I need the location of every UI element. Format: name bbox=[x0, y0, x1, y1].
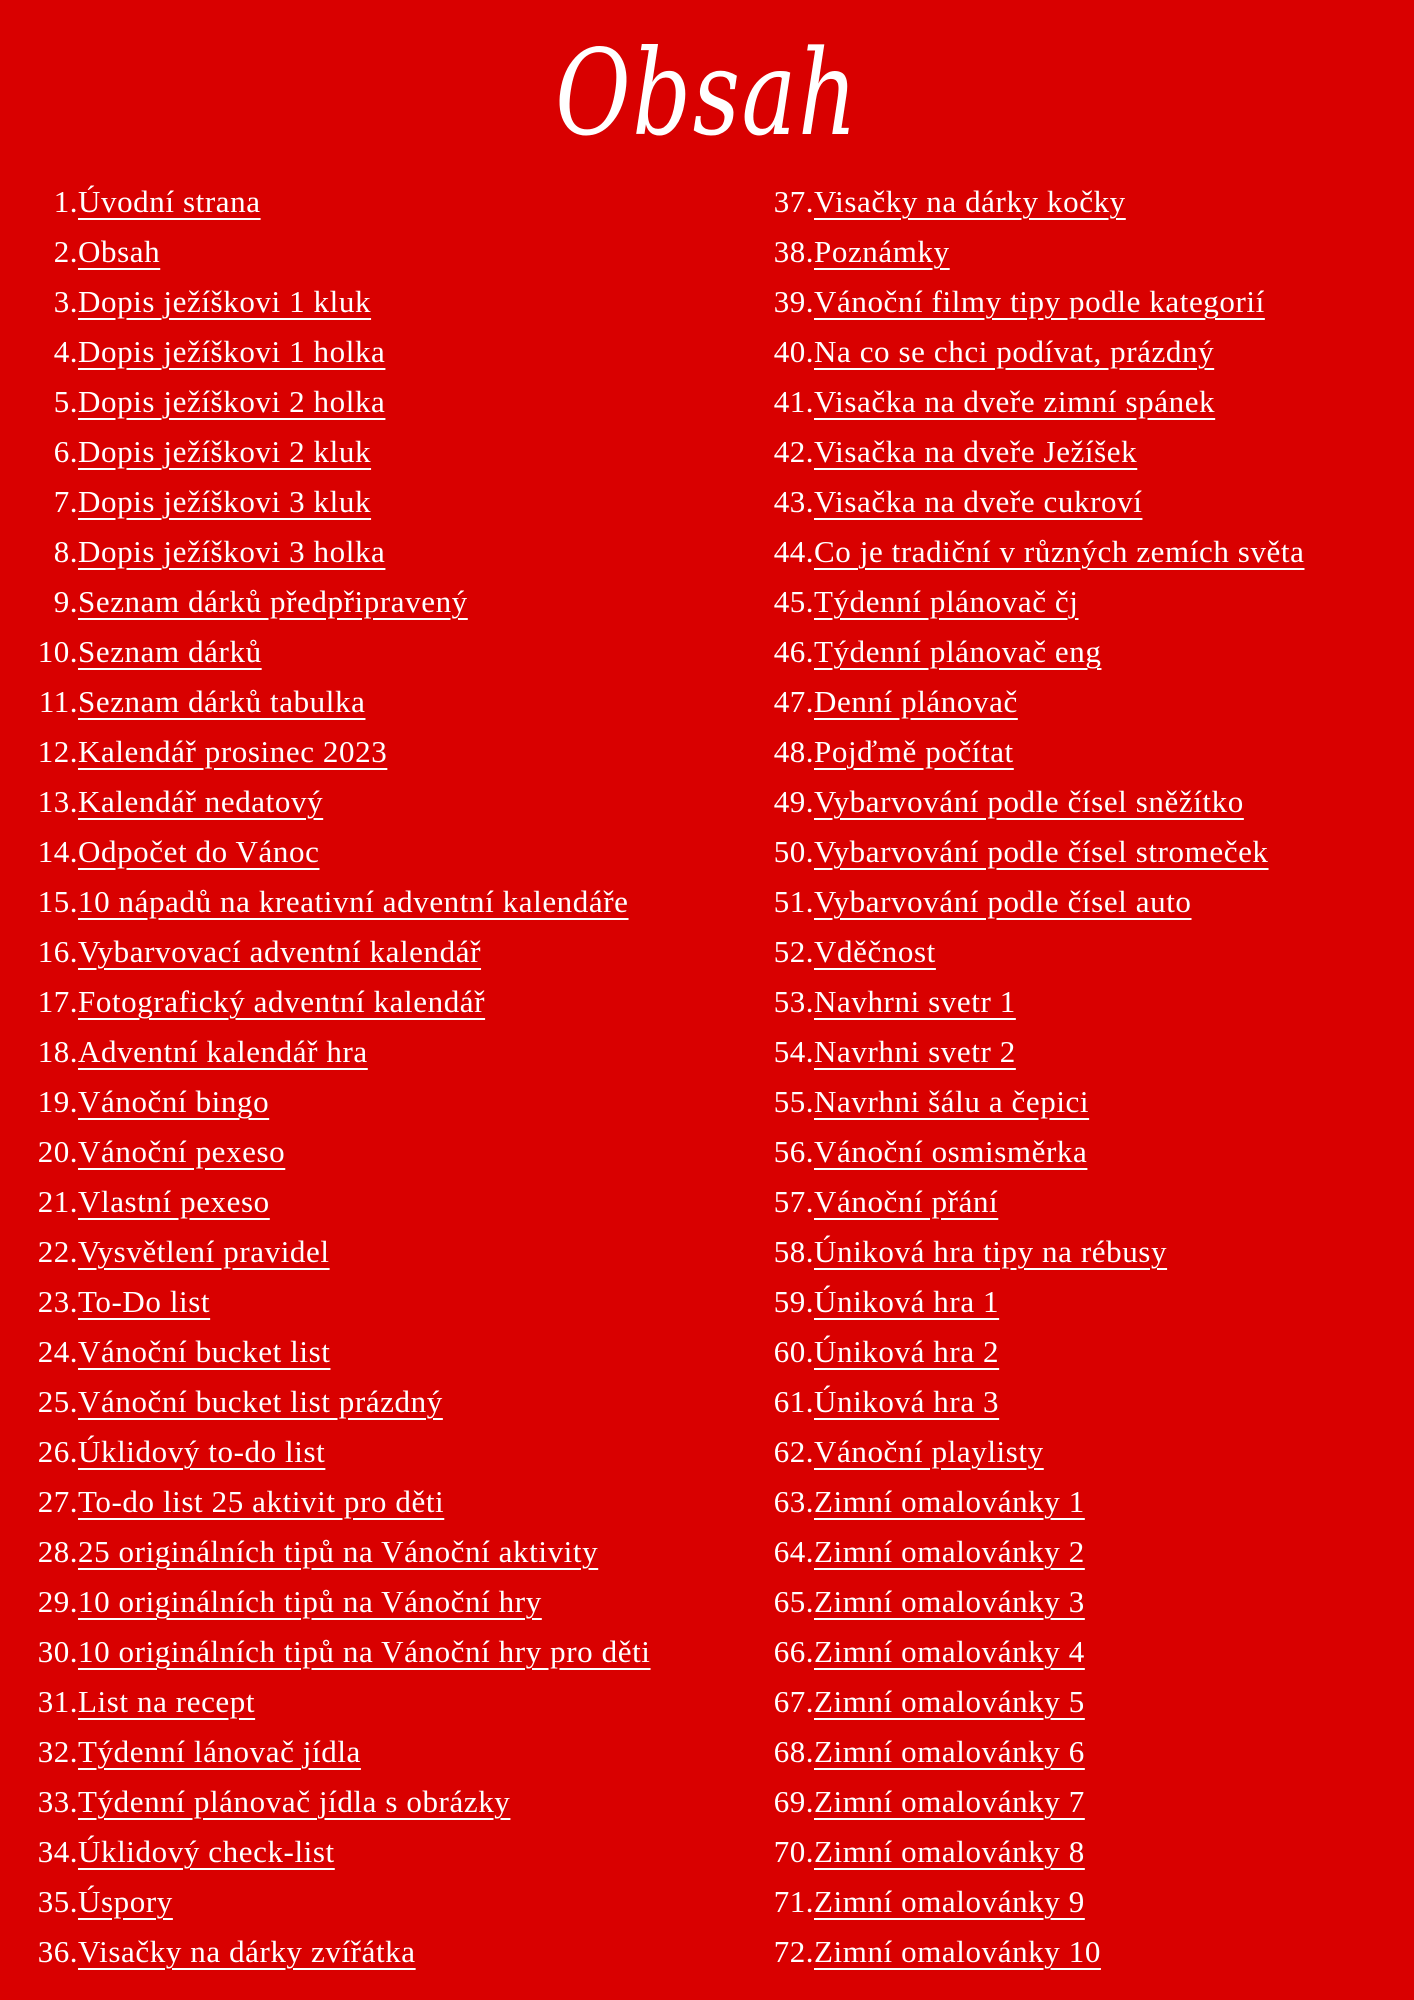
toc-entry-link[interactable]: Visačky na dárky kočky bbox=[814, 184, 1126, 219]
toc-entry-link[interactable]: Seznam dárků předpřipravený bbox=[78, 584, 468, 619]
toc-entry-number: 18. bbox=[37, 1034, 78, 1069]
toc-entry bbox=[745, 227, 1414, 277]
toc-entry-number: 43. bbox=[773, 484, 814, 519]
toc-entry-link[interactable]: Zimní omalovánky 8 bbox=[814, 1834, 1085, 1869]
toc-entry-number: 72. bbox=[773, 1934, 814, 1969]
toc-entry bbox=[0, 677, 745, 727]
toc-entry-number: 1. bbox=[53, 184, 78, 219]
toc-entry-number: 27. bbox=[37, 1484, 78, 1519]
toc-entry-number: 42. bbox=[773, 434, 814, 469]
toc-entry-link[interactable]: Navrhni svetr 2 bbox=[814, 1034, 1016, 1069]
toc-entry bbox=[745, 377, 1414, 427]
toc-entry bbox=[745, 177, 1414, 227]
toc-entry-link[interactable]: Kalendář prosinec 2023 bbox=[78, 734, 388, 769]
toc-entry bbox=[0, 527, 745, 577]
toc-entry-number: 30. bbox=[37, 1634, 78, 1669]
toc-entry-number: 52. bbox=[773, 934, 814, 969]
toc-entry-number: 20. bbox=[37, 1134, 78, 1169]
toc-column-right bbox=[745, 177, 1414, 1977]
toc-entry bbox=[0, 627, 745, 677]
toc-entry-number: 47. bbox=[773, 684, 814, 719]
toc-entry bbox=[745, 1077, 1414, 1127]
toc-entry-number: 39. bbox=[773, 284, 814, 319]
toc-entry bbox=[0, 1077, 745, 1127]
toc-entry bbox=[0, 1927, 745, 1977]
toc-entry-link[interactable]: Seznam dárků tabulka bbox=[78, 684, 366, 719]
toc-entry bbox=[0, 1327, 745, 1377]
toc-entry-number: 4. bbox=[53, 334, 78, 369]
toc-entry-link[interactable]: Vánoční bucket list bbox=[78, 1334, 331, 1369]
toc-entry bbox=[0, 827, 745, 877]
toc-entry-link[interactable]: Zimní omalovánky 2 bbox=[814, 1534, 1085, 1569]
toc-entry-link[interactable]: Vánoční pexeso bbox=[78, 1134, 286, 1169]
toc-entry bbox=[745, 1527, 1414, 1577]
toc-entry-number: 37. bbox=[773, 184, 814, 219]
toc-entry-number: 71. bbox=[773, 1884, 814, 1919]
toc-entry-number: 56. bbox=[773, 1134, 814, 1169]
toc-entry bbox=[745, 977, 1414, 1027]
toc-entry-number: 7. bbox=[53, 484, 78, 519]
toc-entry-link[interactable]: Na co se chci podívat, prázdný bbox=[814, 334, 1215, 369]
toc-entry-link[interactable]: Dopis ježíškovi 3 holka bbox=[78, 534, 386, 569]
toc-entry-link[interactable]: Zimní omalovánky 10 bbox=[814, 1934, 1101, 1969]
toc-entry-link[interactable]: Visačka na dveře Ježíšek bbox=[814, 434, 1138, 469]
toc-entry-number: 3. bbox=[53, 284, 78, 319]
toc-entry-number: 31. bbox=[37, 1684, 78, 1719]
toc-entry bbox=[0, 377, 745, 427]
toc-entry-link[interactable]: Kalendář nedatový bbox=[78, 784, 324, 819]
toc-entry bbox=[745, 1627, 1414, 1677]
toc-entry-link[interactable]: Zimní omalovánky 7 bbox=[814, 1784, 1085, 1819]
toc-entry-number: 26. bbox=[37, 1434, 78, 1469]
toc-entry-link[interactable]: Vánoční bucket list prázdný bbox=[78, 1384, 443, 1419]
toc-entry-link[interactable]: Co je tradiční v různých zemích světa bbox=[814, 534, 1305, 569]
toc-entry-link[interactable]: Navhrni svetr 1 bbox=[814, 984, 1016, 1019]
toc-entry-link[interactable]: Úspory bbox=[78, 1884, 173, 1919]
toc-entry-number: 11. bbox=[38, 684, 78, 719]
page-title: Obsah bbox=[555, 24, 859, 162]
toc-entry-link[interactable]: Vysvětlení pravidel bbox=[78, 1234, 330, 1269]
toc-entry bbox=[0, 577, 745, 627]
toc-entry bbox=[0, 177, 745, 227]
toc-entry bbox=[745, 1477, 1414, 1527]
toc-entry-number: 21. bbox=[37, 1184, 78, 1219]
toc-entry bbox=[745, 1327, 1414, 1377]
toc-entry-link[interactable]: Vybarvování podle čísel sněžítko bbox=[814, 784, 1244, 819]
toc-entry-number: 41. bbox=[773, 384, 814, 419]
toc-entry bbox=[745, 1427, 1414, 1477]
toc-entry bbox=[745, 1377, 1414, 1427]
toc-entry-number: 24. bbox=[37, 1334, 78, 1369]
toc-entry-link[interactable]: Denní plánovač bbox=[814, 684, 1018, 719]
toc-entry-link[interactable]: Visačky na dárky zvířátka bbox=[78, 1934, 416, 1969]
toc-entry-number: 19. bbox=[37, 1084, 78, 1119]
toc-entry-link[interactable]: Týdenní plánovač eng bbox=[814, 634, 1102, 669]
toc-entry-link[interactable]: Obsah bbox=[78, 234, 161, 269]
toc-entry-number: 50. bbox=[773, 834, 814, 869]
toc-entry-link[interactable]: Vlastní pexeso bbox=[78, 1184, 270, 1219]
toc-entry-number: 70. bbox=[773, 1834, 814, 1869]
toc-entry bbox=[745, 1727, 1414, 1777]
toc-entry-number: 58. bbox=[773, 1234, 814, 1269]
toc-entry bbox=[745, 1677, 1414, 1727]
toc-entry bbox=[0, 1377, 745, 1427]
toc-entry-number: 22. bbox=[37, 1234, 78, 1269]
toc-entry-number: 12. bbox=[37, 734, 78, 769]
toc-entry-link[interactable]: Úniková hra 1 bbox=[814, 1284, 1000, 1319]
toc-entry-link[interactable]: Dopis ježíškovi 2 holka bbox=[78, 384, 386, 419]
toc-entry bbox=[745, 827, 1414, 877]
toc-entry bbox=[0, 427, 745, 477]
toc-entry-number: 34. bbox=[37, 1834, 78, 1869]
toc-entry bbox=[0, 1577, 745, 1627]
toc-entry-link[interactable]: To-do list 25 aktivit pro děti bbox=[78, 1484, 445, 1519]
toc-entry-number: 46. bbox=[773, 634, 814, 669]
toc-entry-number: 45. bbox=[773, 584, 814, 619]
toc-entry-link[interactable]: Vánoční playlisty bbox=[814, 1434, 1044, 1469]
toc-entry-number: 35. bbox=[37, 1884, 78, 1919]
toc-entry-link[interactable]: Visačka na dveře cukroví bbox=[814, 484, 1143, 519]
toc-entry-number: 33. bbox=[37, 1784, 78, 1819]
toc-entry-link[interactable]: Seznam dárků bbox=[78, 634, 262, 669]
toc-entry bbox=[0, 777, 745, 827]
toc-entry-link[interactable]: Navrhni šálu a čepici bbox=[814, 1084, 1090, 1119]
toc-entry bbox=[745, 1927, 1414, 1977]
toc-entry bbox=[0, 977, 745, 1027]
toc-entry-number: 64. bbox=[773, 1534, 814, 1569]
toc-entry bbox=[0, 1877, 745, 1927]
toc-entry-link[interactable]: List na recept bbox=[78, 1684, 256, 1719]
toc-entry-number: 51. bbox=[773, 884, 814, 919]
toc-entry-link[interactable]: Úniková hra 2 bbox=[814, 1334, 1000, 1369]
toc-entry-number: 9. bbox=[53, 584, 78, 619]
toc-entry-link[interactable]: Odpočet do Vánoc bbox=[78, 834, 320, 869]
toc-entry-link[interactable]: Vánoční bingo bbox=[78, 1084, 270, 1119]
toc-entry-link[interactable]: Vánoční přání bbox=[814, 1184, 999, 1219]
toc-entry-link[interactable]: Dopis ježíškovi 1 holka bbox=[78, 334, 386, 369]
toc-entry-number: 62. bbox=[773, 1434, 814, 1469]
toc-entry bbox=[745, 1177, 1414, 1227]
toc-entry bbox=[745, 477, 1414, 527]
toc-entry bbox=[0, 877, 745, 927]
toc-entry-number: 28. bbox=[37, 1534, 78, 1569]
toc-entry-link[interactable]: Fotografický adventní kalendář bbox=[78, 984, 486, 1019]
toc-entry bbox=[0, 1627, 745, 1677]
toc-entry bbox=[745, 1277, 1414, 1327]
toc-entry-link[interactable]: Dopis ježíškovi 1 kluk bbox=[78, 284, 372, 319]
toc-entry-number: 14. bbox=[37, 834, 78, 869]
toc-entry bbox=[0, 1727, 745, 1777]
toc-entry-number: 2. bbox=[53, 234, 78, 269]
toc-entry bbox=[745, 1127, 1414, 1177]
toc-entry bbox=[0, 1477, 745, 1527]
toc-entry-number: 68. bbox=[773, 1734, 814, 1769]
toc-entry-link[interactable]: Týdenní plánovač jídla s obrázky bbox=[78, 1784, 511, 1819]
toc-entry-number: 6. bbox=[53, 434, 78, 469]
toc-entry-link[interactable]: Úklidový check-list bbox=[78, 1834, 335, 1869]
toc-entry-number: 63. bbox=[773, 1484, 814, 1519]
toc-entry bbox=[0, 227, 745, 277]
toc-entry-link[interactable]: Úklidový to-do list bbox=[78, 1434, 326, 1469]
toc-entry-link[interactable]: Dopis ježíškovi 3 kluk bbox=[78, 484, 372, 519]
toc-entry bbox=[745, 1777, 1414, 1827]
toc-entry-link[interactable]: Adventní kalendář hra bbox=[78, 1034, 368, 1069]
toc-entry-number: 69. bbox=[773, 1784, 814, 1819]
toc-entry bbox=[745, 1027, 1414, 1077]
toc-entry-link[interactable]: Zimní omalovánky 3 bbox=[814, 1584, 1085, 1619]
toc-entry bbox=[745, 1227, 1414, 1277]
toc-entry-link[interactable]: 10 originálních tipů na Vánoční hry pro děti bbox=[78, 1634, 651, 1669]
toc-entry-number: 10. bbox=[37, 634, 78, 669]
toc-entry-link[interactable]: Vděčnost bbox=[814, 934, 936, 969]
toc-entry-number: 59. bbox=[773, 1284, 814, 1319]
toc-entry-link[interactable]: Vybarvování podle čísel auto bbox=[814, 884, 1192, 919]
toc-entry-link[interactable]: Poznámky bbox=[814, 234, 950, 269]
toc-entry-link[interactable]: 10 nápadů na kreativní adventní kalendáře bbox=[78, 884, 629, 919]
toc-entry-number: 23. bbox=[37, 1284, 78, 1319]
toc-entry bbox=[745, 577, 1414, 627]
toc-entry bbox=[0, 1177, 745, 1227]
toc-entry-number: 32. bbox=[37, 1734, 78, 1769]
toc-entry-number: 38. bbox=[773, 234, 814, 269]
toc-entry-number: 13. bbox=[37, 784, 78, 819]
toc-entry-number: 54. bbox=[773, 1034, 814, 1069]
toc-entry-link[interactable]: Vánoční osmisměrka bbox=[814, 1134, 1088, 1169]
toc-entry-link[interactable]: Úvodní strana bbox=[78, 184, 261, 219]
toc-entry bbox=[0, 1527, 745, 1577]
toc-entry bbox=[0, 927, 745, 977]
toc-entry bbox=[0, 727, 745, 777]
toc-entry-link[interactable]: Zimní omalovánky 6 bbox=[814, 1734, 1085, 1769]
toc-entry bbox=[745, 927, 1414, 977]
toc-entry-number: 49. bbox=[773, 784, 814, 819]
toc-entry bbox=[0, 477, 745, 527]
toc-entry-number: 48. bbox=[773, 734, 814, 769]
toc-entry bbox=[0, 1677, 745, 1727]
toc-entry-link[interactable]: Úniková hra tipy na rébusy bbox=[814, 1234, 1168, 1269]
toc-entry bbox=[745, 427, 1414, 477]
toc-entry bbox=[745, 877, 1414, 927]
toc-entry bbox=[745, 277, 1414, 327]
toc-entry-number: 16. bbox=[37, 934, 78, 969]
toc-entry-number: 8. bbox=[53, 534, 78, 569]
toc-entry bbox=[745, 1577, 1414, 1627]
toc-entry-link[interactable]: Týdenní lánovač jídla bbox=[78, 1734, 361, 1769]
toc-entry bbox=[0, 327, 745, 377]
toc-entry-number: 40. bbox=[773, 334, 814, 369]
toc-entry bbox=[745, 677, 1414, 727]
toc-entry bbox=[0, 1127, 745, 1177]
toc-entry-link[interactable]: Úniková hra 3 bbox=[814, 1384, 1000, 1419]
toc-entry-number: 25. bbox=[37, 1384, 78, 1419]
toc-entry-number: 67. bbox=[773, 1684, 814, 1719]
toc-entry-link[interactable]: Týdenní plánovač čj bbox=[814, 584, 1079, 619]
toc-entry-number: 5. bbox=[53, 384, 78, 419]
toc-entry bbox=[0, 1827, 745, 1877]
toc-entry-link[interactable]: Zimní omalovánky 4 bbox=[814, 1634, 1085, 1669]
toc-entry-number: 66. bbox=[773, 1634, 814, 1669]
toc-entry-number: 53. bbox=[773, 984, 814, 1019]
toc-entry bbox=[0, 1777, 745, 1827]
toc-entry-number: 65. bbox=[773, 1584, 814, 1619]
toc-entry-link[interactable]: Zimní omalovánky 1 bbox=[814, 1484, 1085, 1519]
toc-entry-link[interactable]: Zimní omalovánky 9 bbox=[814, 1884, 1085, 1919]
toc-entry-number: 60. bbox=[773, 1334, 814, 1369]
toc-entry-number: 55. bbox=[773, 1084, 814, 1119]
toc-entry-number: 17. bbox=[37, 984, 78, 1019]
toc-entry bbox=[745, 727, 1414, 777]
toc-entry-link[interactable]: Vybarvování podle čísel stromeček bbox=[814, 834, 1269, 869]
toc-entry bbox=[745, 777, 1414, 827]
toc-entry bbox=[0, 1427, 745, 1477]
toc-entry-link[interactable]: Vánoční filmy tipy podle kategorií bbox=[814, 284, 1265, 319]
toc-entry-link[interactable]: 10 originálních tipů na Vánoční hry bbox=[78, 1584, 542, 1619]
toc-entry bbox=[0, 1227, 745, 1277]
toc-entry-number: 44. bbox=[773, 534, 814, 569]
toc-entry-link[interactable]: Vybarvovací adventní kalendář bbox=[78, 934, 482, 969]
toc-entry-link[interactable]: Visačka na dveře zimní spánek bbox=[814, 384, 1216, 419]
toc-entry-link[interactable]: To-Do list bbox=[78, 1284, 211, 1319]
toc-entry bbox=[745, 627, 1414, 677]
toc-entry-link[interactable]: Pojďmě počítat bbox=[814, 734, 1014, 769]
toc-column-left bbox=[0, 177, 745, 1977]
toc-entry-number: 61. bbox=[773, 1384, 814, 1419]
toc-entry-link[interactable]: Zimní omalovánky 5 bbox=[814, 1684, 1085, 1719]
toc-entry bbox=[745, 327, 1414, 377]
toc-entry bbox=[745, 527, 1414, 577]
toc-entry-number: 36. bbox=[37, 1934, 78, 1969]
toc-entry-number: 15. bbox=[37, 884, 78, 919]
toc-entry bbox=[745, 1877, 1414, 1927]
toc-entry-number: 57. bbox=[773, 1184, 814, 1219]
toc-entry bbox=[745, 1827, 1414, 1877]
toc-entry bbox=[0, 1277, 745, 1327]
toc-entry-number: 29. bbox=[37, 1584, 78, 1619]
toc-entry-link[interactable]: Dopis ježíškovi 2 kluk bbox=[78, 434, 372, 469]
toc-entry bbox=[0, 1027, 745, 1077]
toc-entry bbox=[0, 277, 745, 327]
toc-entry-link[interactable]: 25 originálních tipů na Vánoční aktivity bbox=[78, 1534, 599, 1569]
